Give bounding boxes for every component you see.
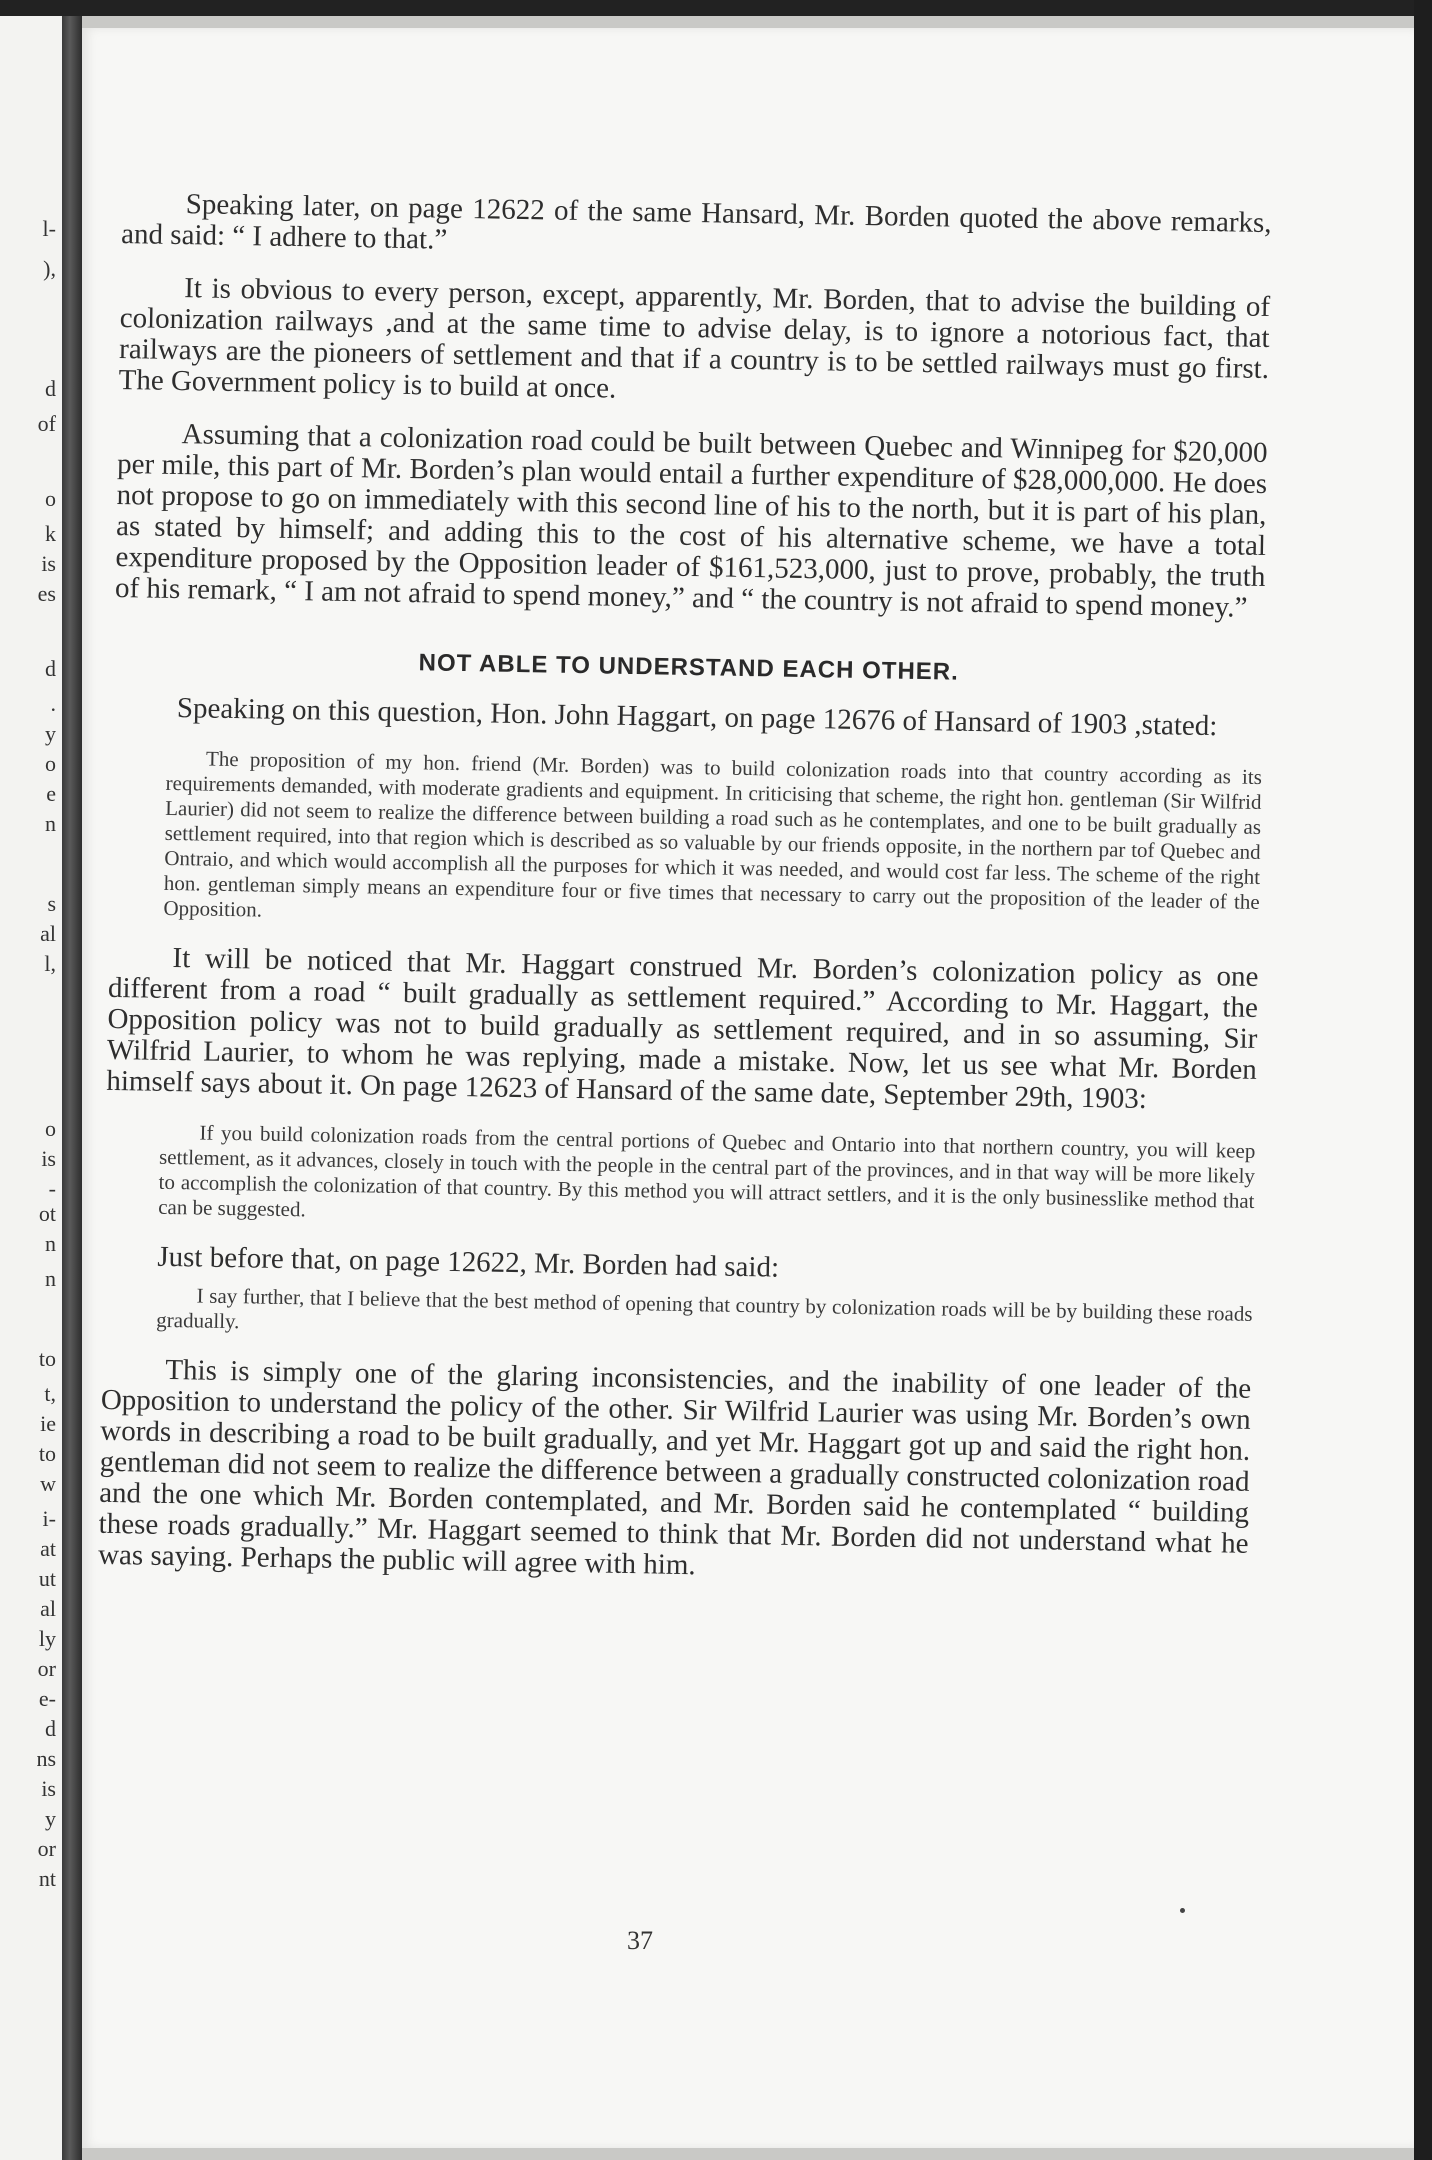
paragraph-noticed: It will be noticed that Mr. Haggart construed Mr. Borden’s colonization policy as one different from a road “ built gradually as settlement required.” According to Mr. Haggart, the Opposition policy was not to build gradually as settlement required, and in so assuming, Sir Wilfrid Laurier, to whom he was replying, made a mistake. Now, let us see what Mr. Borden himself says about it. On page 12623 of Hansard of the same date, September 29th, 1903: (106, 942, 1259, 1116)
facing-page-fragment: ot (38, 1201, 56, 1226)
facing-page-fragment: s (47, 891, 56, 916)
section-heading: NOT ABLE TO UNDERSTAND EACH OTHER. (418, 649, 960, 686)
facing-page-edge (0, 16, 62, 2160)
paragraph-obvious: It is obvious to every person, except, apparently, Mr. Borden, that to advise the building of colonization railways ,and at the same time to advise delay, is to ignore a notorious fact, that railways are the pioneers of settlement and that if a country is to be settled railways must go first. The Government policy is to build at once. (118, 272, 1271, 405)
facing-page-fragment: o (45, 486, 56, 511)
facing-page-fragment: t, (44, 1381, 56, 1406)
facing-page-fragment: to (38, 1346, 56, 1371)
facing-page-fragment: is (41, 551, 56, 576)
facing-page-fragment: - (48, 1176, 56, 1201)
facing-page-fragment: i- (42, 1506, 56, 1531)
page-number: 37 (627, 1926, 653, 1955)
paragraph-borden-quoted: Speaking later, on page 12622 of the same Hansard, Mr. Borden quoted the above remarks, and said: “ I adhere to that.” (120, 188, 1272, 256)
facing-page-fragment: of (37, 411, 56, 436)
facing-page-fragment: or (37, 1656, 56, 1681)
quote-borden-colonization: If you build colonization roads from the central portions of Quebec and Ontario into that northern country, you will keep settlement, as it advances, closely in touch with the people in the central part of the provinces, and in that way will be more likely to accomplish the colonization of that country. By this method you will attract settlers, and it is the only businesslike method that can be suggested. (158, 1120, 1256, 1222)
facing-page-fragment: ly (38, 1626, 56, 1651)
facing-page-fragment: nt (38, 1866, 56, 1891)
facing-page-fragment: n (45, 1266, 56, 1291)
book-spine (62, 16, 82, 2160)
facing-page-fragment: d (45, 656, 56, 681)
facing-page-fragment: d (45, 376, 56, 401)
facing-page-fragment: . (50, 691, 56, 716)
facing-page-fragment: al (40, 1596, 56, 1621)
facing-page-fragment: al (40, 921, 56, 946)
facing-page-fragment: ut (38, 1566, 56, 1591)
facing-page-fragment: l- (42, 216, 56, 241)
paragraph-inconsistencies: This is simply one of the glaring inconsistencies, and the inability of one leader of the Opposition to understand the policy of the other. Sir Wilfrid Laurier was using Mr. Borden’s own words in describing a road to be built gradually, and yet Mr. Haggart got up and said the right hon. gentleman did not seem to realize the difference between a gradually constructed colonization road and the one which Mr. Borden contemplated, and Mr. Borden said he contemplated “ building these roads gradually.” Mr. Haggart seemed to think that Mr. Borden did not understand what he was saying. Perhaps the public will agree with him. (97, 1353, 1252, 1582)
facing-page-fragment: ns (36, 1746, 56, 1771)
ink-speck (1180, 1908, 1185, 1913)
facing-page-fragment: ), (43, 256, 56, 281)
facing-page-fragment: k (45, 521, 56, 546)
facing-page-fragment: w (40, 1471, 56, 1496)
facing-page-fragment: n (45, 1231, 56, 1256)
facing-page-fragment: is (41, 1146, 56, 1171)
document-page (82, 28, 1414, 2148)
facing-page-fragment: o (45, 1116, 56, 1141)
scan-right-edge (1414, 0, 1432, 2160)
facing-page-fragment: or (37, 1836, 56, 1861)
paragraph-haggart-intro: Speaking on this question, Hon. John Haggart, on page 12676 of Hansard of 1903 ,stated: (176, 692, 1218, 743)
facing-page-fragment: o (45, 751, 56, 776)
facing-page-fragment: es (37, 581, 56, 606)
paragraph-just-before: Just before that, on page 12622, Mr. Borden had said: (157, 1240, 780, 1284)
facing-page-fragment: l, (44, 951, 56, 976)
facing-page-fragment: e- (38, 1686, 56, 1711)
facing-page-fragment: ie (40, 1411, 56, 1436)
quote-borden-gradually: I say further, that I believe that the best method of opening that country by colonization roads will be by building these roads gradually. (156, 1283, 1253, 1334)
facing-page-fragment: y (45, 1806, 56, 1831)
facing-page-fragment: d (45, 1716, 56, 1741)
scan-top-edge (0, 0, 1432, 16)
facing-page-fragment: n (45, 811, 56, 836)
page-content (97, 188, 1271, 1613)
quote-haggart: The proposition of my hon. friend (Mr. Borden) was to build colonization roads into that country according as its requirements demanded, with moderate gradients and equipment. In criticising that scheme, the right hon. gentleman (Sir Wilfrid Laurier) did not seem to realize the difference between building a road such as he contemplates, and one to be built gradually as settlement required, into that region which is described as so valuable by our friends opposite, in the northern par tof Quebec and Ontraio, and which would accomplish all the purposes for which it was needed, and would cost far less. The scheme of the right hon. gentleman simply means an expenditure four or five times that necessary to carry out the proposition of the leader of the Opposition. (163, 746, 1263, 922)
facing-page-fragment: at (40, 1536, 56, 1561)
facing-page-fragment: to (38, 1441, 56, 1466)
paragraph-assuming: Assuming that a colonization road could be built between Quebec and Winnipeg for $20,000 per mile, this part of Mr. Borden’s plan would entail a further expenditure of $28,000,000. He does not propose to go on immediately with this second line of his to the north, but it is part of his plan, as stated by himself; and adding this to the cost of his alternative scheme, we have a total expenditure proposed by the Opposition leader of $161,523,000, just to prove, probably, the truth of his remark, “ I am not afraid to spend money,” and “ the country is not afraid to spend money.” (114, 418, 1268, 624)
facing-page-fragment: y (45, 721, 56, 746)
facing-page-fragment: e (46, 781, 56, 806)
facing-page-fragment: is (41, 1776, 56, 1801)
